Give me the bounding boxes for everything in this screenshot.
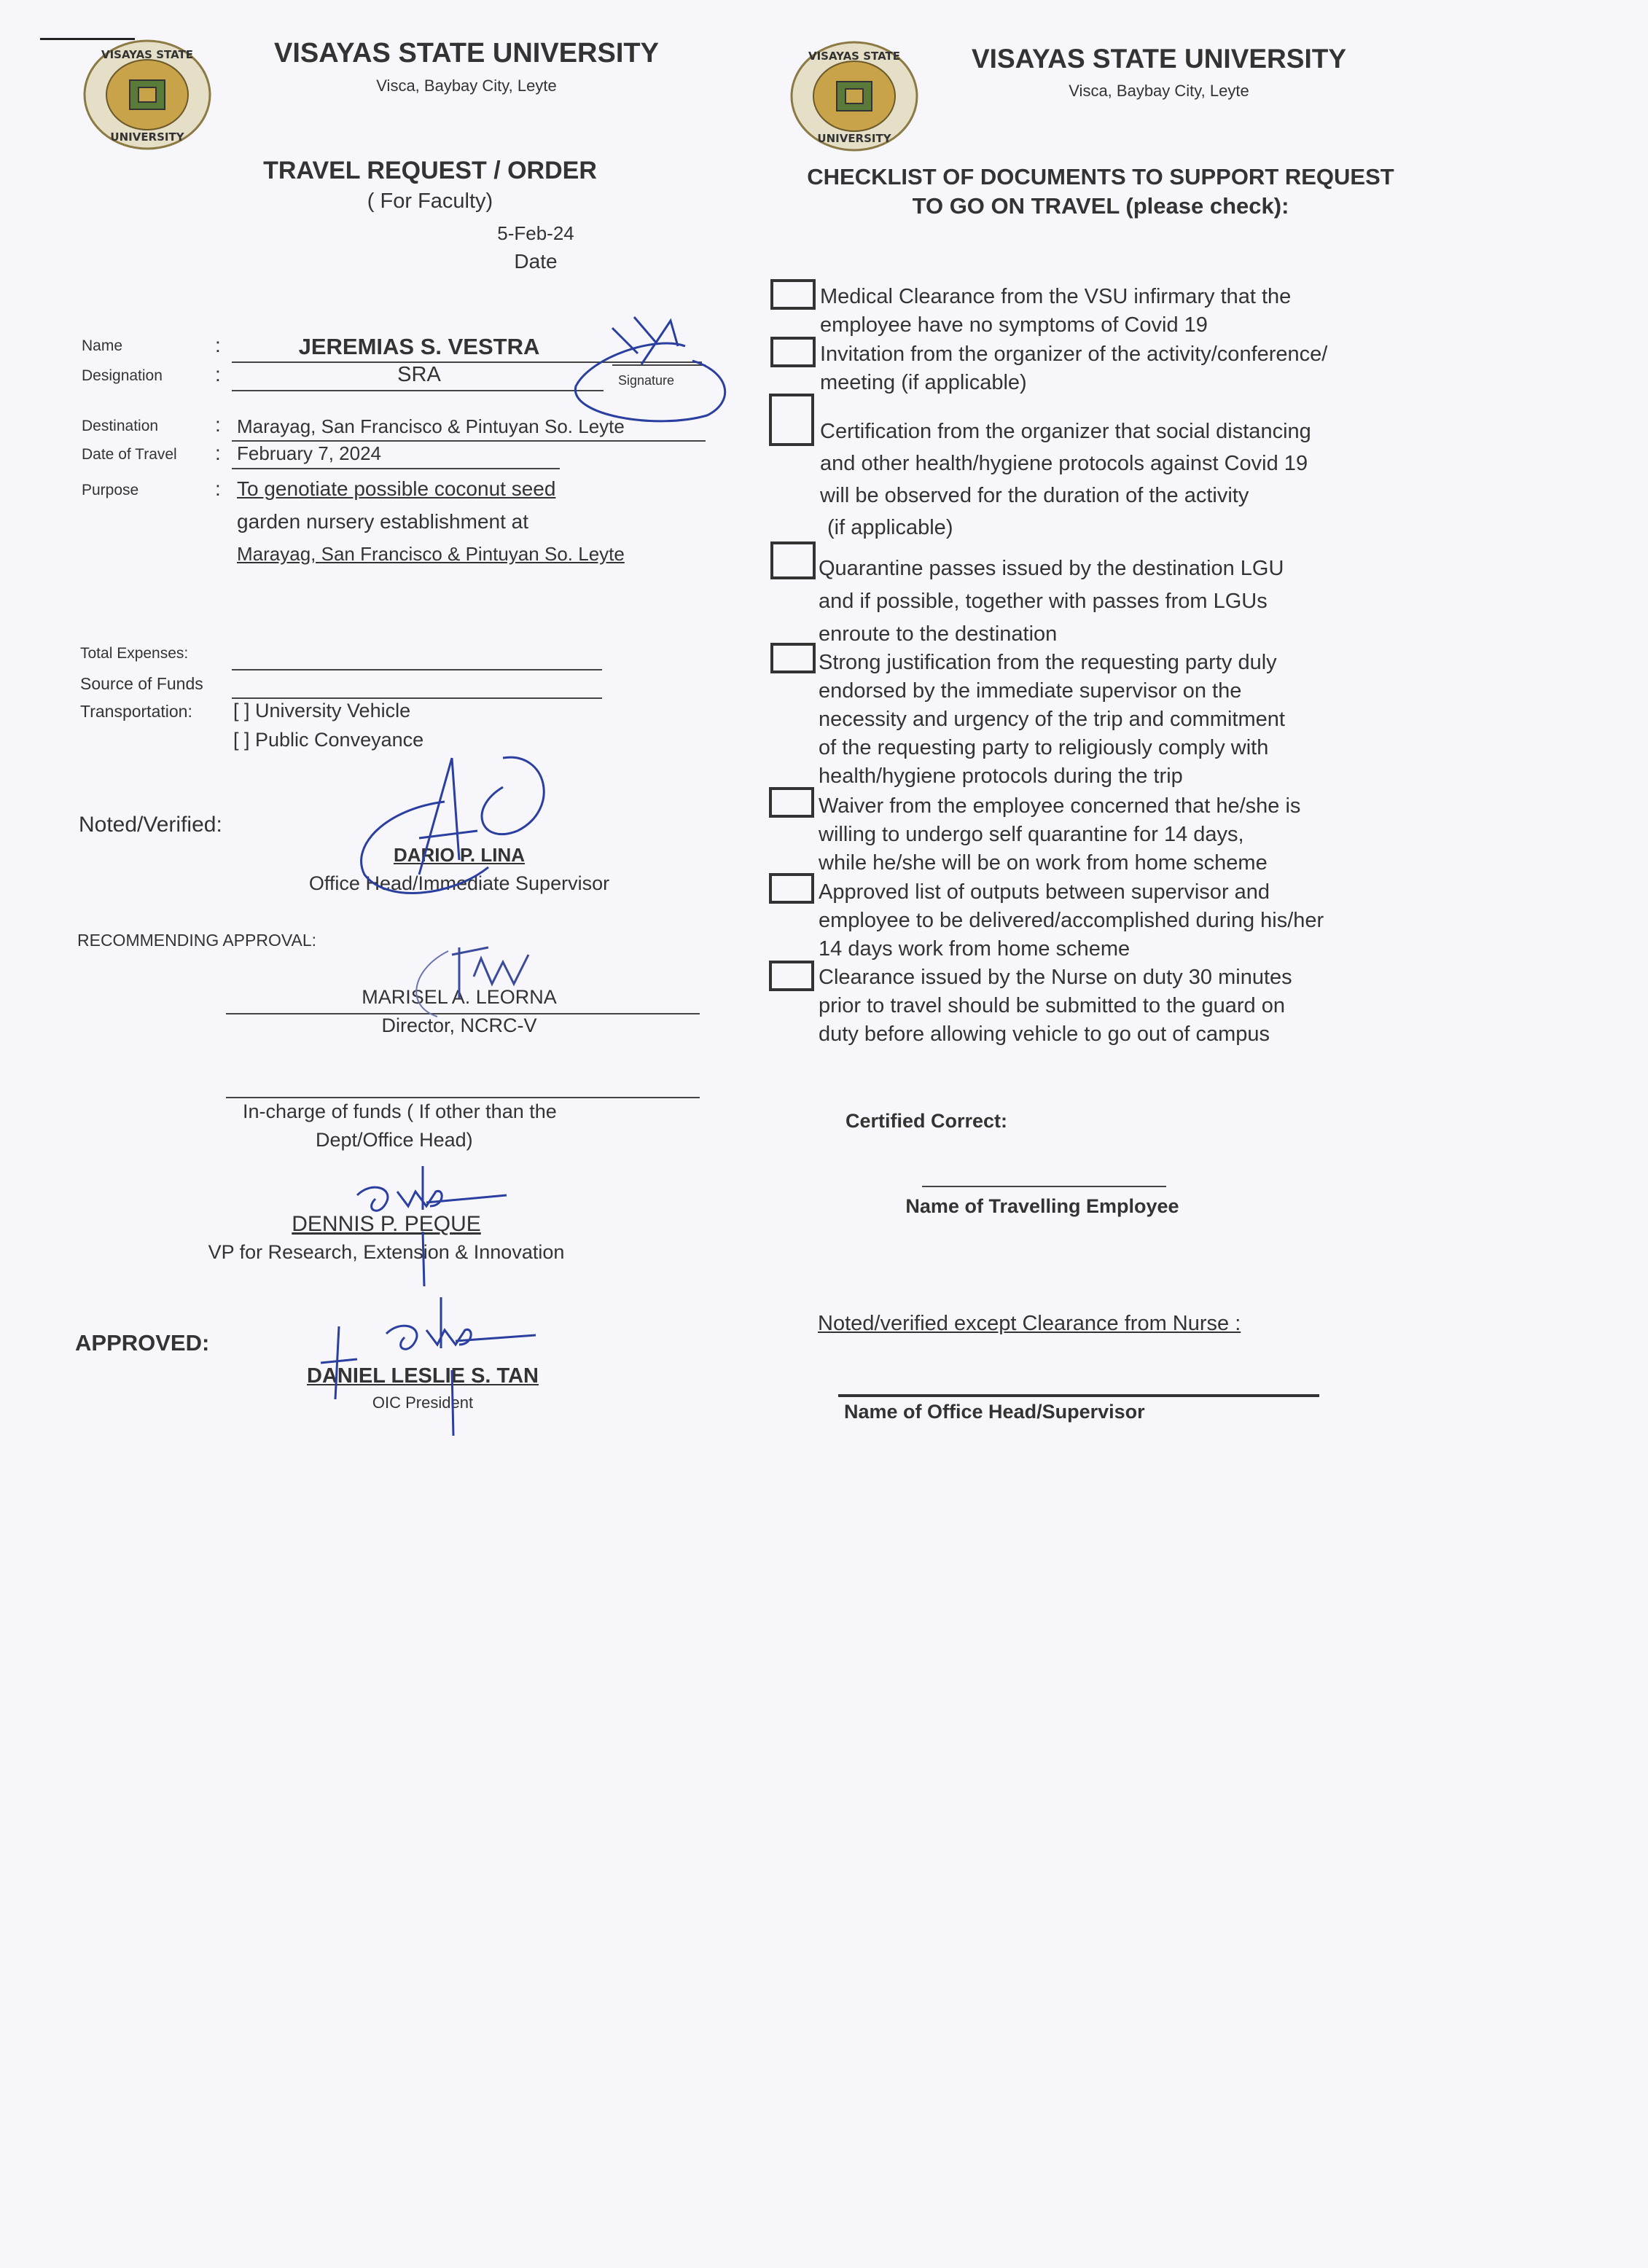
checklist-item-nurse-clearance — [819, 963, 1292, 1049]
checklist-text-line: while he/she will be on work from home scheme — [819, 851, 1268, 875]
checklist-text-line: employee have no symptoms of Covid 19 — [820, 313, 1208, 337]
checklist-item-medical-clearance — [820, 283, 1291, 340]
checkbox-quarantine-passes[interactable] — [770, 541, 816, 579]
checklist-text-line: enroute to the destination — [819, 622, 1058, 646]
president-name: DANIEL LESLIE S. TAN — [307, 1364, 539, 1388]
transport-option-university-vehicle: [ ] University Vehicle — [233, 700, 411, 722]
university-address-right: Visca, Baybay City, Leyte — [1069, 82, 1249, 100]
checklist-text-line: meeting (if applicable) — [820, 371, 1027, 394]
director-title: Director, NCRC-V — [381, 1014, 537, 1036]
president-title: OIC President — [372, 1393, 474, 1412]
noted-verified-label: Noted/Verified: — [79, 813, 222, 837]
checklist-text-line: prior to travel should be submitted to the guard on — [819, 994, 1285, 1017]
checklist-item-strong-justification — [819, 649, 1285, 791]
transportation-label: Transportation: — [80, 702, 192, 721]
director-name: MARISEL A. LEORNA — [362, 986, 557, 1008]
vp-title: VP for Research, Extension & Innovation — [208, 1241, 565, 1263]
destination-line — [232, 440, 706, 442]
university-seal-left — [82, 36, 213, 153]
checkbox-nurse-clearance[interactable] — [769, 961, 814, 991]
seal-text-bottom-right: UNIVERSITY — [817, 132, 891, 145]
checklist-text-line: endorsed by the immediate supervisor on the — [819, 679, 1242, 703]
checklist-text-line: of the requesting party to religiously comply with — [819, 736, 1269, 759]
checklist-text-line: and if possible, together with passes from LGUs — [819, 590, 1268, 613]
date-label: Date — [514, 250, 558, 273]
university-name-right: VISAYAS STATE UNIVERSITY — [971, 44, 1347, 74]
transport-option-public-conveyance: [ ] Public Conveyance — [233, 729, 424, 751]
checkbox-approved-outputs[interactable] — [769, 873, 814, 904]
form-subtitle: ( For Faculty) — [367, 189, 493, 213]
destination-colon: : — [215, 413, 221, 436]
checklist-text-line: necessity and urgency of the trip and commitment — [819, 708, 1285, 731]
office-head-line — [838, 1394, 1319, 1397]
supervisor-signature — [335, 729, 576, 911]
checkbox-waiver[interactable] — [769, 787, 814, 818]
approved-label: APPROVED: — [75, 1330, 210, 1356]
checklist-text-line: employee to be delivered/accomplished during his/her — [819, 909, 1324, 932]
total-expenses-label: Total Expenses: — [80, 645, 189, 662]
university-seal-right — [789, 38, 920, 155]
purpose-colon: : — [215, 477, 221, 500]
checkbox-certification[interactable] — [769, 394, 814, 446]
request-date: 5-Feb-24 — [497, 222, 574, 244]
checklist-text-line: duty before allowing vehicle to go out of campus — [819, 1022, 1270, 1046]
director-signature — [394, 926, 554, 1028]
checkbox-invitation[interactable] — [770, 337, 816, 367]
seal-text-top: VISAYAS STATE — [101, 48, 194, 61]
checklist-title-1: CHECKLIST OF DOCUMENTS TO SUPPORT REQUEST — [807, 164, 1394, 189]
incharge-funds-line-2: Dept/Office Head) — [316, 1129, 473, 1151]
checklist-item-quarantine-passes — [819, 552, 1284, 651]
designation-colon: : — [215, 363, 221, 386]
noted-except-nurse-label: Noted/verified except Clearance from Nurse : — [818, 1312, 1241, 1335]
checklist-text-line: and other health/hygiene protocols against Covid 19 — [820, 452, 1308, 475]
university-address-left: Visca, Baybay City, Leyte — [376, 77, 557, 95]
checklist-text-line: will be observed for the duration of the activity — [820, 484, 1249, 507]
designation-value: SRA — [397, 363, 441, 386]
form-title: TRAVEL REQUEST / ORDER — [263, 157, 597, 184]
checklist-text-line: Clearance issued by the Nurse on duty 30 minutes — [819, 966, 1292, 989]
seal-text-top-right: VISAYAS STATE — [808, 50, 901, 63]
traveler-signature — [569, 306, 736, 437]
checkbox-medical-clearance[interactable] — [770, 279, 816, 310]
checklist-text-line: health/hygiene protocols during the trip — [819, 765, 1183, 788]
vp-name: DENNIS P. PEQUE — [292, 1212, 481, 1236]
checklist-text-line: Medical Clearance from the VSU infirmary that the — [820, 285, 1292, 308]
date-travel-label: Date of Travel — [82, 446, 177, 463]
checklist-text-line: 14 days work from home scheme — [819, 937, 1130, 961]
checkbox-strong-justification[interactable] — [770, 643, 816, 673]
university-name-left: VISAYAS STATE UNIVERSITY — [274, 38, 659, 69]
certified-correct-label: Certified Correct: — [846, 1110, 1008, 1132]
designation-label: Designation — [82, 367, 163, 384]
date-travel-colon: : — [215, 442, 221, 464]
checklist-title-2: TO GO ON TRAVEL (please check): — [912, 193, 1289, 219]
vp-signature — [343, 1151, 525, 1297]
traveling-employee-label: Name of Travelling Employee — [905, 1195, 1179, 1217]
source-funds-line — [232, 697, 602, 699]
purpose-line-2: garden nursery establishment at — [237, 510, 528, 533]
checklist-text-line: willing to undergo self quarantine for 14 days, — [819, 823, 1244, 846]
checklist-text-line: (if applicable) — [827, 516, 953, 539]
date-travel-line — [232, 468, 560, 469]
checklist-text-line: Waiver from the employee concerned that he/she is — [819, 794, 1301, 818]
purpose-label: Purpose — [82, 482, 139, 498]
checklist-text-line: Quarantine passes issued by the destination LGU — [819, 557, 1284, 580]
destination-value: Marayag, San Francisco & Pintuyan So. Leyte — [237, 415, 625, 437]
checklist-item-waiver — [819, 792, 1300, 877]
date-travel-value: February 7, 2024 — [237, 442, 382, 464]
president-signature — [313, 1283, 547, 1443]
incharge-funds-line-1: In-charge of funds ( If other than the — [243, 1100, 557, 1122]
traveling-employee-line — [922, 1186, 1166, 1187]
recommending-approval-label: RECOMMENDING APPROVAL: — [77, 931, 317, 950]
destination-label: Destination — [82, 418, 159, 434]
incharge-line — [226, 1097, 700, 1098]
checklist-item-approved-outputs — [819, 878, 1324, 963]
name-label: Name — [82, 337, 123, 354]
office-head-label: Name of Office Head/Supervisor — [844, 1401, 1145, 1423]
name-colon: : — [215, 334, 221, 356]
signature-label: Signature — [618, 373, 675, 388]
purpose-line-3: Marayag, San Francisco & Pintuyan So. Leyte — [237, 543, 625, 565]
total-expenses-line — [232, 669, 602, 670]
checklist-text-line: Invitation from the organizer of the activity/conference/ — [820, 343, 1328, 366]
supervisor-title: Office Head/Immediate Supervisor — [308, 872, 610, 894]
traveler-name: JEREMIAS S. VESTRA — [298, 334, 540, 359]
checklist-text-line: Approved list of outputs between supervisor and — [819, 880, 1270, 904]
checklist-item-invitation — [820, 340, 1327, 397]
supervisor-name: DARIO P. LINA — [393, 844, 526, 866]
designation-line — [232, 390, 604, 391]
seal-text-bottom: UNIVERSITY — [110, 130, 184, 144]
checklist-text-line: Certification from the organizer that social distancing — [820, 420, 1311, 443]
purpose-line-1: To genotiate possible coconut seed — [237, 477, 556, 500]
source-funds-label: Source of Funds — [80, 674, 203, 693]
checklist-item-certification — [820, 415, 1311, 544]
checklist-text-line: Strong justification from the requesting party duly — [819, 651, 1277, 674]
